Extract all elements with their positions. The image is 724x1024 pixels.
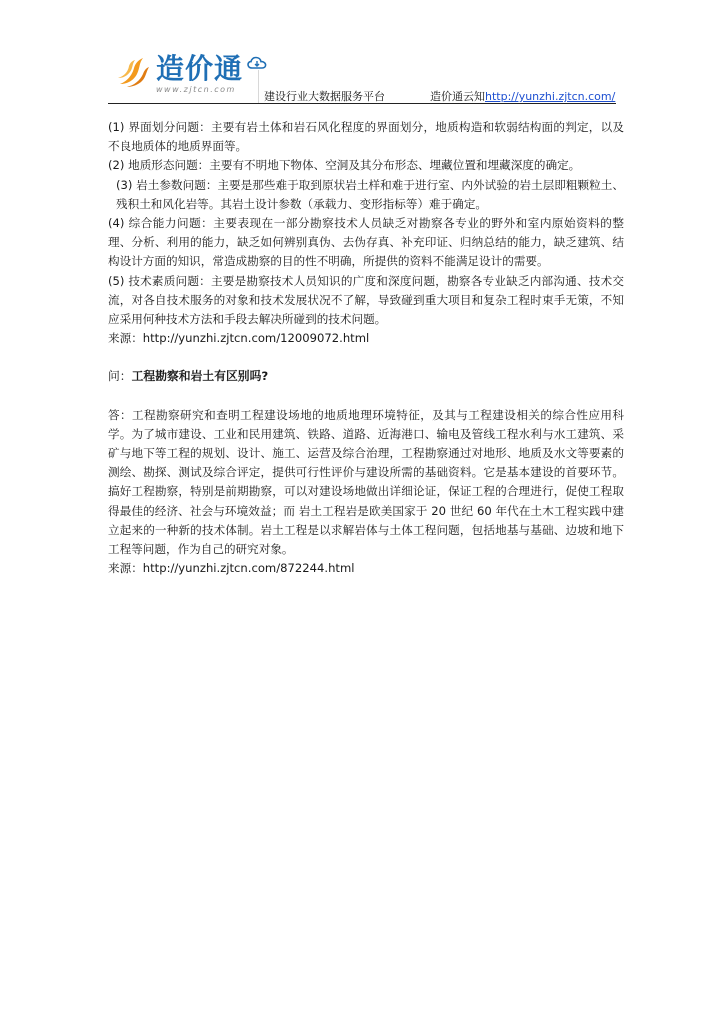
logo-url: www.zjtcn.com bbox=[156, 85, 236, 94]
logo-flame-icon bbox=[116, 56, 150, 90]
paragraph-item-4: (4) 综合能力问题：主要表现在一部分勘察技术人员缺乏对勘察各专业的野外和室内原始资料的整理、分析、利用的能力，缺乏如何辨别真伪、去伪存真、补充印证、归纳总结的能力，缺乏建筑、结构设计方面的知识，常造成勘察的目的性不明确，所提供的资料不能满足设计的需要。 bbox=[108, 216, 624, 269]
header-divider bbox=[108, 103, 616, 104]
paragraph-item-3: (3) 岩土参数问题：主要是那些难于取到原状岩土样和难于进行室、内外试验的岩土层即粗颗粒土、残积土和风化岩等。其岩土设计参数（承载力、变形指标等）难于确定。 bbox=[116, 177, 624, 211]
paragraph-item-5: (5) 技术素质问题：主要是勘察技术人员知识的广度和深度问题，勘察各专业缺乏内部沟通、技术交流，对各自技术服务的对象和技术发展状况不了解，导致碰到重大项目和复杂工程时束手无策，不知应采用何种技术方法和手段去解决所碰到的技术问题。 bbox=[108, 273, 624, 327]
question-label: 问： bbox=[108, 369, 132, 384]
header-tagline: 建设行业大数据服务平台 bbox=[264, 90, 385, 103]
source-line-1: 来源：http://yunzhi.zjtcn.com/12009072.html bbox=[108, 331, 370, 346]
brand-label: 造价通云知 bbox=[430, 90, 485, 103]
header-separator bbox=[258, 70, 259, 104]
answer-paragraph: 答：工程勘察研究和查明工程建设场地的地质地理环境特征，及其与工程建设相关的综合性应用科学。为了城市建设、工业和民用建筑、铁路、道路、近海港口、输电及管线工程水利与水工建筑、采矿与地下等工程的规划、设计、施工、运营及综合治理，工程勘察通过对地形、地质及水文等要素的测绘、勘探、测试及综合评定，提供可行性评价与建设所需的基础资料。它是基本建设的首要环节。搞好工程勘察，特别是前期勘察，可以对建设场地做出详细论证，保证工程的合理进行，促使工程取得最佳的经济、社会与环境效益；而 岩土工程岩是欧美国家于 20 世纪 60 年代在土木工程实践中建立起来的一种新的技术体制。岩土工程是以求解岩体与土体工程问题，包括地基与基础、边坡和地下工程等问题，作为自己的研究对象。 bbox=[108, 407, 624, 557]
brand-link[interactable]: http://yunzhi.zjtcn.com/ bbox=[485, 90, 616, 103]
zjtcn-logo[interactable] bbox=[116, 52, 276, 100]
paragraph-item-2: (2) 地质形态问题：主要有不明地下物体、空洞及其分布形态、埋藏位置和埋藏深度的确定。 bbox=[108, 158, 581, 173]
question-line bbox=[108, 367, 624, 386]
spacer bbox=[108, 348, 624, 367]
document-body bbox=[108, 118, 624, 578]
spacer bbox=[108, 387, 624, 406]
page-header bbox=[108, 48, 616, 104]
source-line-2: 来源：http://yunzhi.zjtcn.com/872244.html bbox=[108, 561, 355, 576]
header-brand bbox=[430, 88, 615, 104]
logo-name: 造价通 bbox=[156, 52, 244, 85]
cloud-icon bbox=[247, 56, 267, 70]
question-text: 工程勘察和岩土有区别吗? bbox=[131, 369, 269, 384]
paragraph-item-1: (1) 界面划分问题：主要有岩土体和岩石风化程度的界面划分，地质构造和软弱结构面的判定，以及不良地质体的地质界面等。 bbox=[108, 120, 624, 154]
